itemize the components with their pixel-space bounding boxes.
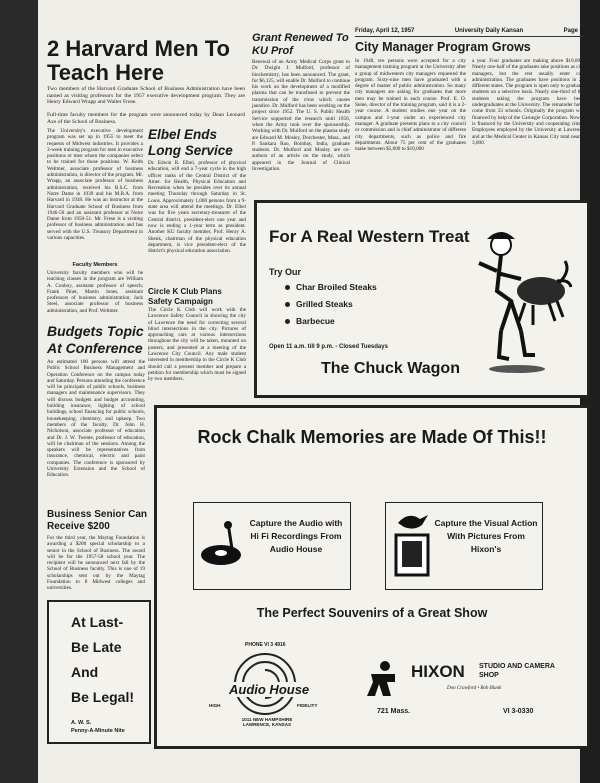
audio-phone: PHONE VI 3 4916 — [245, 642, 286, 648]
faculty-subhead: Faculty Members — [72, 262, 118, 268]
chuckwagon-item-1: Char Broiled Steaks — [285, 282, 377, 292]
faculty-text: University faculty members who will be teaching classes in the program are William A. Conboy, assistant professor of speech; Frank Pinet, Martin Jones, assistant professors of business administration; Jack Steel, associate professor of business administration, and Prof. Weltmer. — [47, 270, 143, 314]
rockchalk-ad — [154, 405, 590, 749]
chuckwagon-headline: For A Real Western Treat — [269, 227, 470, 246]
chuckwagon-item-3: Barbecue — [285, 316, 335, 326]
pam-line3: And — [71, 664, 99, 680]
pam-line1: At Last- — [71, 614, 124, 630]
masthead-rule — [355, 36, 583, 37]
masthead-paper: University Daily Kansan — [454, 28, 524, 34]
elbel-headline: Elbel Ends Long Service — [148, 127, 233, 158]
audio-fidelity: FIDELITY — [297, 703, 318, 708]
chuckwagon-name: The Chuck Wagon — [321, 360, 460, 377]
pam-line4: Be Legal! — [71, 689, 135, 705]
rockchalk-headline: Rock Chalk Memories are Made Of This!! — [197, 427, 547, 447]
masthead — [355, 28, 583, 34]
audio-capture-text: Capture the Audio with Hi Fi Recordings From Audio House — [249, 518, 343, 554]
citymgr-col2: a year. Four graduates are making above $10,000. Nearly one-half of the graduates take positions as city managers, but the rest usually enter city administration. The graduates have positions in 20 different states. The program is open only to graduate students on a selective basis. Nearly one-third of the students taking the program have been undergraduates at the University. The remainder have come from 33 schools. Originally the program was financed by help of the Carnegie Corporation. Now it is financed by the University and cooperating cities. Employees employed by the University at Lawrence and at the Medical Center in Kansas City total nearly 3,000. — [472, 58, 584, 146]
chuckwagon-try: Try Our — [269, 267, 302, 277]
hixon-phone: VI 3-0330 — [503, 708, 534, 715]
scholarship-headline: Business Senior Can Receive $200 — [47, 509, 148, 532]
record-player-icon — [198, 519, 244, 569]
rockchalk-tagline: The Perfect Souvenirs of a Great Show — [256, 606, 488, 620]
visual-capture-text: Capture the Visual Action With Pictures From Hixon's — [434, 518, 538, 554]
chuckwagon-hours: Open 11 a.m. till 9 p.m. - Closed Tuesdays — [269, 344, 388, 350]
audio-address: 1011 NEW HAMPSHIRE LAWRENCE, KANSAS — [241, 717, 293, 727]
harvard-p2: Full-time faculty members for the program were announced today by Dean Leonard Axe of the School of Business. — [47, 112, 245, 125]
circlek-headline: Circle K Club Plans Safety Campaign — [148, 287, 222, 306]
budgets-text: An estimated 100 persons will attend the Public School Business Management and Operation Conference on the campus today and Saturday. Persons attending the conference will be principals of public schools, business managers and maintenance supervisors. They will discuss budgets and budget accounting, building insurance, lighting of school buildings, school financing for public schools, housekeeping, chemistry, and upkeep. Two members of the faculty, Dr. John H. Nicholson, associate professor of education and Dr. J. W. Twente, professor of education, will be chairman of the sessions. Among the speakers will be representatives from insurance, chemical, electric and paint companies. The conference is sponsored by University Extension and the School of Education. — [47, 359, 145, 479]
elbel-text: Dr. Edwin R. Elbel, professor of physical education, will end a 7-year cycle in the high officer ranks of the Central District of the Amer. for Health, Physical Education and Recreation when he presides over its annual meeting Thursday through Saturday in St. Louis. Approximately 1,000 persons from a 9-state area will attend the meetings. Dr. Elbel was for five years secretary-treasurer of the Central district, president-elect one year and now is ending a 1-year term as president. Another KU faculty member, Prof. Henry A. Shenk, chairman of the physical education department, is vice president-elect of the district's physical education association. — [148, 160, 246, 255]
citymgr-headline: City Manager Program Grows — [355, 40, 531, 54]
scan-edge-left — [0, 0, 38, 783]
grant-text: Renewal of an Army Medical Corps grant to Dr. Dwight J. Mulford, professor of biochemistry, has been announced. The grant, for $6,125, will enable Dr. Mulford to continue his work on the development of a modified plasma that can be transfused to prevent the transmission of the virus which causes jaundice. Dr. Mulford has been working on the project since 1952. The U. S. Public Health Service supported the research until 1956, when the Army took over the sponsorship. Working with Dr. Mulford on the plasma study are Edward M. Mosley, Dorchester, Mass., and P. Sankara Rao, Bombay, India, graduate students. Dr. Mulford and Mosley are co-authors of an article on the study, which appeared in the Journal of Clinical Investigation. — [252, 59, 350, 173]
masthead-date: Friday, April 12, 1957 — [355, 28, 415, 34]
pam-sig: A. W. S. — [71, 720, 92, 726]
cowboy-bull-illustration — [471, 221, 577, 381]
masthead-page: Page 3 — [563, 28, 583, 34]
harvard-col1: The University's executive development program was set up in 1955 to meet the requests of Midwest industries. It provides a 3-week training program for men in executive positions or men whom the companies select to be trained for those positions. W. Keith Weltmer, associate professor of business administration, is director of the program. Mr. Wrapp, an associate professor of business administration, received his B.S.C. from Notre Dame in 1939 and his M.B.A. from Harvard in 1938. He was an instructor at the Harvard Graduate School of Business from 1946-50 and an assistant professor at Notre Dame from 1950-51. Mr. Frese is a visiting professor of business administration and has served with the U.S. Treasury Department in various capacities. — [47, 128, 143, 242]
budgets-headline: Budgets Topic At Conference — [47, 323, 144, 356]
pam-sig2: Penny-A-Minute Nite — [71, 728, 125, 734]
hixon-people: Don Crawford • Bob Blank — [447, 686, 502, 691]
visual-capture-box — [385, 502, 543, 590]
circlek-text: The Circle K Club will work with the Lawrence Safety Council in showing the city of Lawrence the need for correcting several blind intersections in the city. Pictures of approaching cars at various intersections throughout the city will be taken, mounted on posters, and presented at a meeting of the Lawrence City Council. Any male student interested in membership in the Circle K Club should call a present member and prepare a petition for membership which must be signed by two members. — [148, 307, 246, 383]
audio-capture-box — [193, 502, 351, 590]
bird-picture-frame-icon — [392, 509, 432, 583]
harvard-headline: 2 Harvard Men To Teach Here — [47, 36, 230, 85]
hixon-sub: STUDIO AND CAMERA SHOP — [479, 663, 555, 679]
hixon-address: 721 Mass. — [377, 708, 411, 715]
harvard-lead: Two members of the Harvard Graduate School of Business Administration have been named as visiting professors for the 1957 executive development program. They are Henry Edward Wrapp and Walter Frese. — [47, 86, 245, 106]
photographer-silhouette-icon — [365, 660, 399, 696]
audio-high: HIGH — [209, 703, 221, 708]
grant-headline: Grant Renewed To KU Prof — [252, 32, 349, 57]
chuckwagon-ad — [254, 200, 590, 398]
citymgr-col1: In 1948, ten persons were accepted for a city management training program at the University after a group of midwestern city managers requested the program. Sixty-nine men have graduated with a degree of master of public administration. So many city managers are asking for graduates that more men may be trained in each course. Prof. E. O. Stene, director of the training program, said it is a 2-year course. A student studies one year on the campus and 1-year under an experienced city manager. A graduate presents plans to a city council or commission and is chief administrator of different city departments, such as police and fire departments. About 75 per cent of the graduates make between $5,000 to $10,000 — [355, 58, 466, 153]
chuckwagon-item-2: Grilled Steaks — [285, 299, 353, 309]
pennyaminute-ad — [47, 600, 151, 744]
scholarship-text: For the third year, the Maytag Foundation is awarding a $200 special scholarship to a senior in the School of Business. The award will be for the 1957-58 school year. The recipient will be announced next fall by the School of Business faculty. This is one of 19 scholarships sent out by the Maytag Foundation to 8 Midwest colleges and universities. — [47, 535, 145, 592]
pam-line2: Be Late — [71, 639, 122, 655]
audio-house-name: Audio House — [229, 682, 310, 697]
hixon-name: HIXON — [411, 662, 465, 681]
